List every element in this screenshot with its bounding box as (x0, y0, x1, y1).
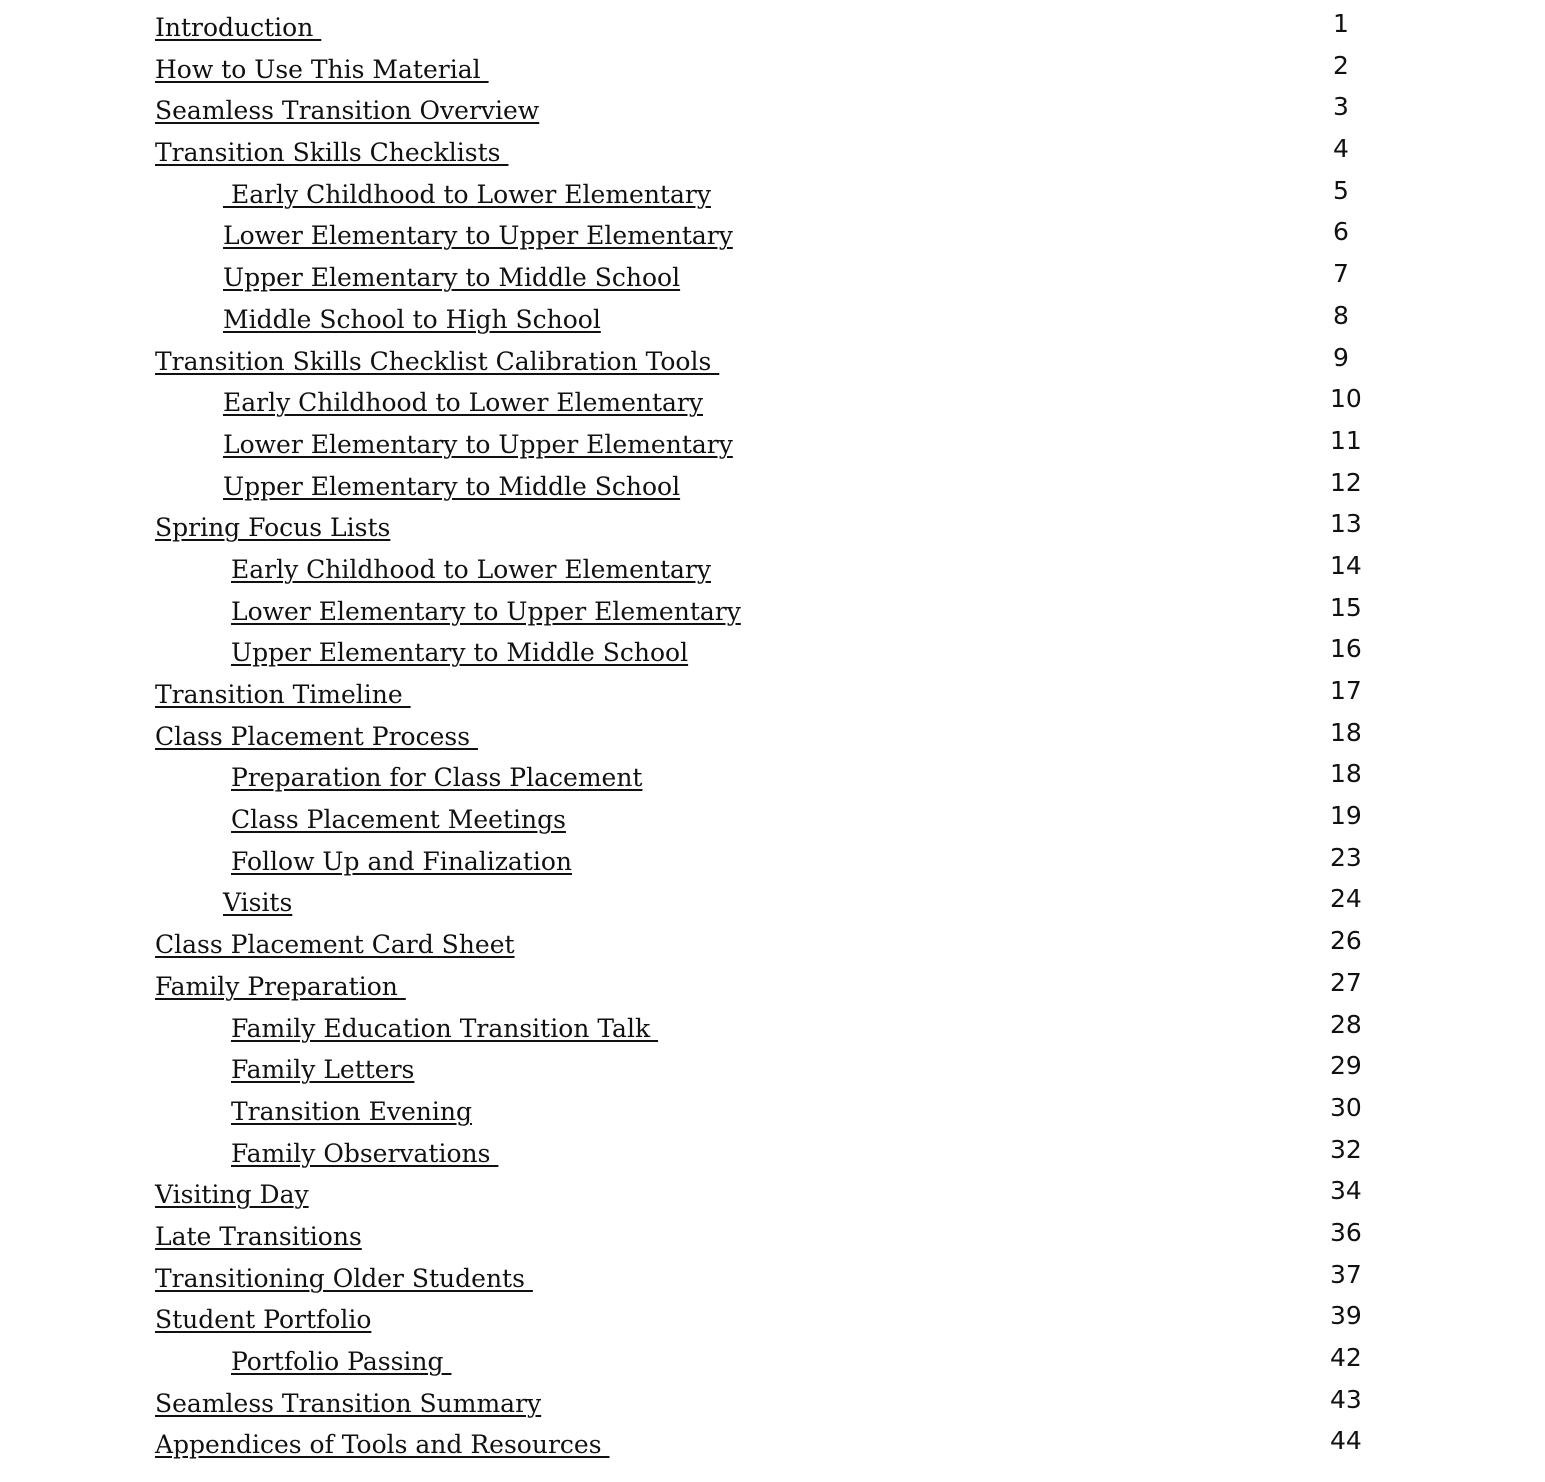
toc-entry (0, 1259, 1545, 1301)
toc-entry-link[interactable]: Appendices of Tools and Resources (155, 1430, 610, 1460)
toc-entry-link[interactable]: Student Portfolio (155, 1305, 372, 1335)
toc-entry-link[interactable]: Upper Elementary to Middle School (223, 471, 681, 501)
toc-entry (0, 50, 1545, 92)
toc-entry-link[interactable]: Upper Elementary to Middle School (223, 263, 681, 293)
toc-entry (0, 1425, 1545, 1467)
toc-entry-link[interactable]: Seamless Transition Summary (155, 1388, 542, 1418)
toc-entry-page-number: 43 (1330, 1384, 1362, 1414)
toc-entry-link[interactable]: Early Childhood to Lower Elementary (231, 554, 712, 584)
toc-entry (0, 633, 1545, 675)
toc-entry (0, 675, 1545, 717)
toc-entry-link[interactable]: Family Education Transition Talk (231, 1013, 659, 1043)
toc-entry-link[interactable]: Visiting Day (155, 1180, 309, 1210)
toc-entry-page-number: 24 (1330, 884, 1362, 914)
toc-entry-link[interactable]: Class Placement Card Sheet (155, 930, 515, 960)
toc-entry (0, 383, 1545, 425)
table-of-contents (0, 8, 1545, 1467)
toc-entry-page-number: 12 (1330, 467, 1362, 497)
toc-entry-link[interactable]: Family Letters (231, 1055, 415, 1085)
toc-entry-link[interactable]: How to Use This Material (155, 54, 489, 84)
toc-entry-page-number: 8 (1333, 300, 1349, 330)
toc-entry (0, 925, 1545, 967)
toc-entry-link[interactable]: Seamless Transition Overview (155, 96, 540, 126)
toc-entry-page-number: 3 (1333, 92, 1349, 122)
toc-entry (0, 133, 1545, 175)
toc-entry-page-number: 27 (1330, 967, 1362, 997)
toc-entry-page-number: 26 (1330, 926, 1362, 956)
toc-entry-page-number: 11 (1330, 425, 1362, 455)
toc-entry (0, 1175, 1545, 1217)
toc-entry (0, 842, 1545, 884)
toc-entry (0, 550, 1545, 592)
toc-entry-page-number: 6 (1333, 217, 1349, 247)
toc-entry-link[interactable]: Follow Up and Finalization (231, 846, 573, 876)
toc-entry-link[interactable]: Family Observations (231, 1138, 499, 1168)
toc-entry-link[interactable]: Class Placement Meetings (231, 805, 566, 835)
toc-entry-page-number: 5 (1333, 175, 1349, 205)
toc-entry-page-number: 34 (1330, 1176, 1362, 1206)
toc-entry (0, 592, 1545, 634)
toc-entry-page-number: 17 (1330, 676, 1362, 705)
toc-entry (0, 1134, 1545, 1176)
toc-entry-page-number: 16 (1330, 634, 1362, 664)
toc-entry-link[interactable]: Introduction (155, 13, 322, 42)
toc-entry-link[interactable]: Lower Elementary to Upper Elementary (223, 429, 733, 459)
toc-entry-page-number: 2 (1333, 50, 1349, 80)
toc-entry (0, 1092, 1545, 1134)
toc-entry-link[interactable]: Middle School to High School (223, 304, 601, 334)
toc-entry-link[interactable]: Transition Skills Checklist Calibration Tools (155, 346, 720, 376)
toc-entry-page-number: 15 (1330, 592, 1362, 622)
toc-entry-link[interactable]: Transition Evening (231, 1096, 472, 1126)
toc-entry (0, 258, 1545, 300)
toc-entry (0, 1342, 1545, 1384)
toc-entry (0, 175, 1545, 217)
toc-entry-page-number: 1 (1333, 9, 1349, 38)
toc-entry (0, 883, 1545, 925)
toc-entry-page-number: 4 (1333, 134, 1349, 164)
toc-entry-page-number: 28 (1330, 1009, 1362, 1039)
toc-entry-link[interactable]: Lower Elementary to Upper Elementary (223, 221, 733, 251)
toc-entry-link[interactable]: Lower Elementary to Upper Elementary (231, 596, 741, 626)
toc-entry (0, 8, 1545, 50)
toc-entry (0, 300, 1545, 342)
toc-entry-link[interactable]: Preparation for Class Placement (231, 763, 643, 793)
toc-entry-page-number: 18 (1330, 759, 1362, 789)
toc-entry-link[interactable]: Family Preparation (155, 971, 406, 1001)
toc-entry-page-number: 13 (1330, 509, 1362, 539)
toc-entry (0, 1300, 1545, 1342)
toc-entry (0, 508, 1545, 550)
toc-entry-page-number: 19 (1330, 801, 1362, 831)
toc-entry-page-number: 30 (1330, 1092, 1362, 1122)
toc-entry-page-number: 44 (1330, 1426, 1362, 1456)
toc-entry-page-number: 32 (1330, 1134, 1362, 1164)
toc-entry-link[interactable]: Class Placement Process (155, 721, 478, 751)
toc-entry (0, 717, 1545, 759)
toc-entry-link[interactable]: Late Transitions (155, 1221, 362, 1251)
toc-entry-page-number: 14 (1330, 550, 1362, 580)
toc-entry-link[interactable]: Transition Timeline (155, 680, 411, 709)
toc-entry-link[interactable]: Early Childhood to Lower Elementary (223, 388, 704, 418)
toc-entry-link[interactable]: Portfolio Passing (231, 1347, 452, 1376)
toc-entry-page-number: 42 (1330, 1343, 1362, 1372)
toc-entry (0, 1384, 1545, 1426)
toc-entry (0, 967, 1545, 1009)
toc-entry-page-number: 39 (1330, 1301, 1362, 1331)
toc-entry-link[interactable]: Visits (223, 888, 293, 918)
toc-entry (0, 216, 1545, 258)
toc-entry-page-number: 9 (1333, 342, 1349, 372)
toc-entry-link[interactable]: Transitioning Older Students (155, 1263, 533, 1293)
toc-entry (0, 1009, 1545, 1051)
toc-entry-link[interactable]: Transition Skills Checklists (155, 138, 509, 168)
toc-entry-page-number: 37 (1330, 1259, 1362, 1289)
toc-entry (0, 1050, 1545, 1092)
toc-entry-page-number: 10 (1330, 384, 1362, 414)
toc-entry (0, 342, 1545, 384)
toc-entry (0, 467, 1545, 509)
toc-entry-link[interactable]: Upper Elementary to Middle School (231, 638, 689, 668)
toc-entry-page-number: 7 (1333, 259, 1349, 289)
toc-entry (0, 800, 1545, 842)
toc-entry-page-number: 29 (1330, 1051, 1362, 1081)
toc-entry-page-number: 18 (1330, 717, 1362, 747)
toc-entry-page-number: 36 (1330, 1217, 1362, 1247)
toc-entry (0, 425, 1545, 467)
toc-entry (0, 758, 1545, 800)
toc-entry-link[interactable]: Spring Focus Lists (155, 513, 391, 543)
toc-entry-link[interactable]: Early Childhood to Lower Elementary (223, 179, 711, 209)
toc-entry-page-number: 23 (1330, 842, 1362, 872)
toc-entry (0, 1217, 1545, 1259)
toc-entry (0, 91, 1545, 133)
